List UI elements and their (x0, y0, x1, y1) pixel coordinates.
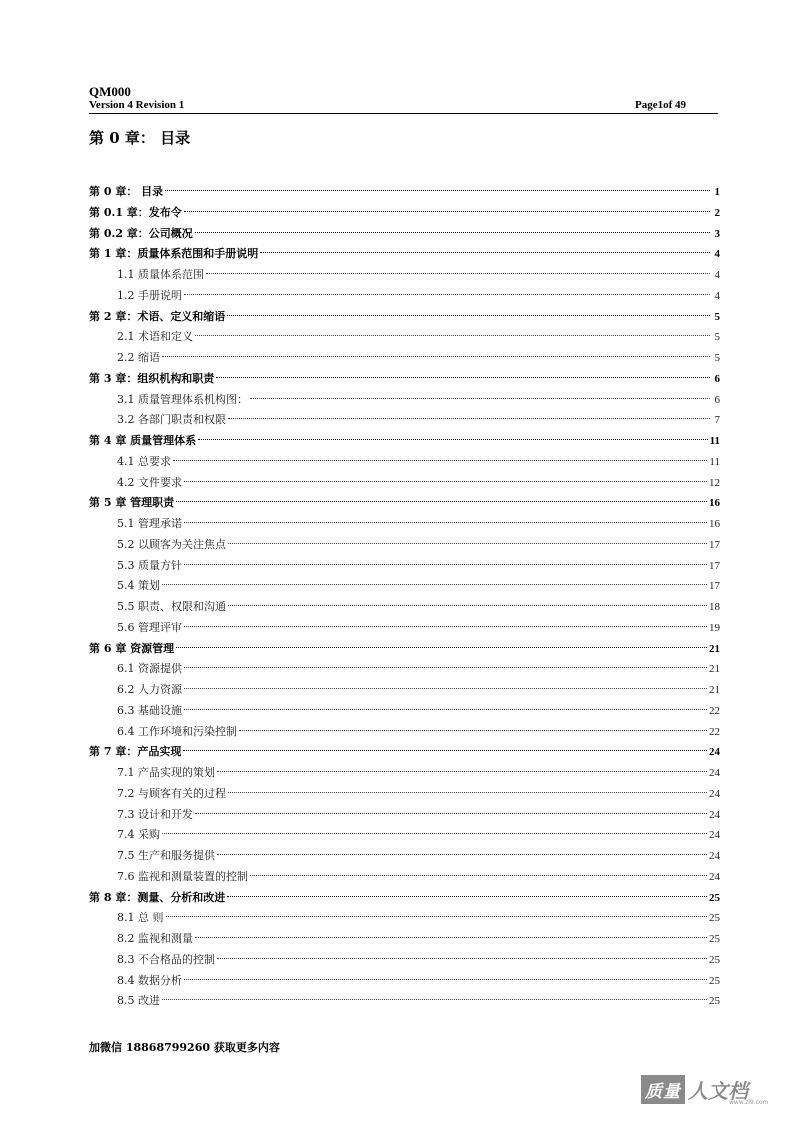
toc-dot-leader (184, 481, 707, 482)
toc-dot-leader (216, 377, 710, 378)
version-label: Version 4 Revision 1 (89, 99, 185, 111)
toc-dot-leader (239, 730, 707, 731)
toc-dot-leader (217, 958, 707, 959)
toc-chapter-entry[interactable] (89, 369, 720, 390)
toc-dot-leader (162, 999, 707, 1000)
toc-entry-page: 21 (709, 684, 720, 696)
toc-dot-leader (195, 813, 707, 814)
toc-dot-leader (195, 937, 707, 938)
toc-entry-page: 4 (714, 289, 720, 302)
toc-entry-page: 24 (709, 829, 720, 842)
toc-entry-page: 25 (709, 953, 720, 966)
toc-entry-label: 2.1 术语和定义 (117, 330, 193, 344)
toc-section-entry[interactable] (89, 867, 720, 888)
toc-entry-page: 17 (709, 580, 720, 593)
toc-dot-leader (227, 896, 707, 897)
toc-section-entry[interactable] (89, 846, 720, 867)
toc-entry-label: 5.3 质量方针 (117, 558, 182, 572)
toc-dot-leader (250, 398, 710, 399)
toc-entry-page: 2 (714, 206, 720, 219)
toc-dot-leader (162, 584, 707, 585)
toc-entry-page: 18 (709, 601, 720, 613)
toc-entry-label: 8.4 数据分析 (117, 973, 182, 987)
toc-entry-label: 5.6 管理评审 (117, 620, 182, 634)
toc-entry-page: 6 (714, 372, 720, 385)
toc-section-entry[interactable] (89, 950, 720, 971)
toc-section-entry[interactable] (89, 597, 720, 618)
toc-entry-page: 24 (709, 870, 720, 883)
toc-dot-leader (228, 418, 710, 419)
toc-entry-page: 25 (709, 933, 720, 945)
toc-dot-leader (183, 750, 707, 751)
toc-entry-label: 4.2 文件要求 (117, 475, 182, 489)
toc-entry-label: 3.2 各部门职责和权限 (117, 413, 226, 427)
toc-entry-page: 16 (709, 518, 720, 530)
table-of-contents (89, 182, 720, 1012)
toc-section-entry[interactable] (89, 452, 720, 473)
toc-chapter-entry[interactable] (89, 307, 720, 328)
footer-note: 加微信 18868799260 获取更多内容 (89, 1041, 280, 1054)
toc-entry-label: 2.2 缩语 (117, 351, 160, 364)
toc-section-entry[interactable] (89, 784, 720, 805)
toc-entry-label: 7.6 监视和测量装置的控制 (117, 869, 248, 883)
toc-entry-label: 7.1 产品实现的策划 (117, 766, 215, 779)
toc-dot-leader (206, 273, 710, 274)
toc-dot-leader (250, 875, 707, 876)
toc-entry-label: 第 7 章：产品实现 (89, 745, 182, 759)
toc-entry-page: 21 (709, 642, 720, 655)
toc-dot-leader (184, 979, 707, 980)
toc-section-entry[interactable] (89, 908, 720, 929)
toc-section-entry[interactable] (89, 991, 720, 1012)
toc-dot-leader (228, 792, 707, 793)
header-row (89, 99, 718, 112)
watermark-brand-box: 质量 (641, 1075, 685, 1104)
toc-dot-leader (184, 211, 710, 212)
toc-chapter-entry[interactable] (89, 639, 720, 660)
toc-entry-page: 24 (709, 808, 720, 821)
header-divider (89, 113, 718, 114)
toc-entry-label: 5.1 管理承诺 (117, 517, 182, 530)
toc-section-entry[interactable] (89, 618, 720, 639)
page-number: Page1of 49 (634, 99, 686, 111)
toc-entry-page: 5 (714, 352, 720, 364)
toc-chapter-entry[interactable] (89, 493, 720, 514)
toc-dot-leader (176, 501, 707, 502)
toc-entry-page: 3 (714, 227, 720, 240)
toc-entry-page: 19 (709, 621, 720, 634)
toc-entry-label: 8.2 监视和测量 (117, 932, 193, 945)
toc-chapter-entry[interactable] (89, 742, 720, 763)
toc-chapter-entry[interactable] (89, 203, 720, 224)
toc-chapter-entry[interactable] (89, 182, 720, 203)
toc-entry-label: 第 5 章 管理职责 (89, 496, 175, 510)
toc-dot-leader (184, 564, 707, 565)
toc-entry-label: 4.1 总要求 (117, 454, 171, 468)
toc-section-entry[interactable] (89, 825, 720, 846)
toc-entry-page: 1 (714, 186, 720, 198)
toc-dot-leader (162, 833, 707, 834)
toc-section-entry[interactable] (89, 348, 720, 369)
toc-entry-page: 22 (709, 704, 720, 717)
toc-entry-label: 3.1 质量管理体系机构图： (117, 392, 248, 406)
toc-entry-page: 11 (709, 435, 720, 447)
toc-section-entry[interactable] (89, 286, 720, 307)
toc-entry-label: 6.2 人力资源 (117, 683, 182, 696)
toc-section-entry[interactable] (89, 265, 720, 286)
watermark-brand-text: 人文档 (688, 1078, 748, 1103)
toc-entry-label: 1.2 手册说明 (117, 288, 182, 302)
toc-chapter-entry[interactable] (89, 224, 720, 245)
toc-dot-leader (184, 688, 707, 689)
toc-dot-leader (184, 709, 707, 710)
toc-entry-page: 16 (709, 497, 720, 510)
toc-dot-leader (195, 232, 710, 233)
toc-entry-page: 25 (709, 995, 720, 1008)
toc-chapter-entry[interactable] (89, 431, 720, 452)
toc-section-entry[interactable] (89, 556, 720, 577)
toc-entry-label: 第 0.2 章：公司概况 (89, 226, 193, 240)
toc-dot-leader (217, 771, 707, 772)
toc-section-entry[interactable] (89, 473, 720, 494)
toc-entry-label: 第 0.1 章：发布令 (89, 205, 182, 219)
toc-entry-page: 4 (714, 248, 720, 261)
toc-entry-page: 5 (714, 310, 720, 323)
watermark-logo (641, 1069, 783, 1109)
toc-entry-label: 1.1 质量体系范围 (117, 268, 204, 281)
toc-entry-label: 第 3 章：组织机构和职责 (89, 371, 215, 385)
watermark-url: www.zl9.com (729, 1099, 769, 1106)
toc-section-entry[interactable] (89, 576, 720, 597)
toc-chapter-entry[interactable] (89, 244, 720, 265)
toc-dot-leader (228, 605, 707, 606)
toc-entry-label: 6.1 资源提供 (117, 662, 182, 676)
toc-entry-label: 6.3 基础设施 (117, 703, 182, 717)
toc-section-entry[interactable] (89, 929, 720, 950)
toc-entry-page: 24 (709, 767, 720, 779)
toc-entry-label: 5.4 策划 (117, 579, 160, 593)
toc-entry-label: 7.3 设计和开发 (117, 807, 193, 821)
toc-entry-page: 22 (709, 725, 720, 738)
toc-entry-label: 5.2 以顾客为关注焦点 (117, 537, 226, 551)
toc-dot-leader (173, 460, 707, 461)
toc-entry-page: 21 (709, 663, 720, 676)
toc-entry-label: 7.2 与顾客有关的过程 (117, 786, 226, 800)
toc-entry-page: 11 (709, 455, 720, 468)
toc-dot-leader (184, 522, 707, 523)
toc-entry-page: 24 (709, 787, 720, 800)
toc-entry-label: 第 2 章：术语、定义和缩语 (89, 309, 226, 323)
toc-entry-label: 6.4 工作环境和污染控制 (117, 724, 237, 738)
toc-section-entry[interactable] (89, 390, 720, 411)
toc-entry-page: 4 (714, 269, 720, 281)
toc-dot-leader (176, 647, 707, 648)
toc-section-entry[interactable] (89, 410, 720, 431)
toc-section-entry[interactable] (89, 659, 720, 680)
toc-entry-page: 6 (714, 393, 720, 406)
toc-section-entry[interactable] (89, 722, 720, 743)
toc-entry-page: 5 (714, 331, 720, 344)
toc-entry-label: 8.1 总 则 (117, 911, 164, 925)
toc-section-entry[interactable] (89, 327, 720, 348)
toc-entry-page: 25 (709, 912, 720, 925)
toc-section-entry[interactable] (89, 971, 720, 992)
toc-dot-leader (162, 356, 710, 357)
toc-chapter-entry[interactable] (89, 888, 720, 909)
toc-entry-label: 8.3 不合格品的控制 (117, 952, 215, 966)
toc-entry-label: 第 8 章：测量、分析和改进 (89, 890, 226, 904)
toc-section-entry[interactable] (89, 763, 720, 784)
toc-entry-label: 第 6 章 资源管理 (89, 641, 175, 655)
toc-section-entry[interactable] (89, 535, 720, 556)
toc-entry-label: 5.5 职责、权限和沟通 (117, 600, 226, 613)
toc-entry-page: 25 (709, 974, 720, 987)
toc-dot-leader (228, 543, 707, 544)
toc-entry-page: 24 (709, 850, 720, 862)
toc-entry-page: 25 (709, 891, 720, 904)
toc-dot-leader (184, 294, 710, 295)
toc-section-entry[interactable] (89, 805, 720, 826)
toc-entry-label: 第 4 章 质量管理体系 (89, 434, 197, 447)
toc-entry-page: 7 (714, 414, 720, 427)
toc-section-entry[interactable] (89, 514, 720, 535)
toc-dot-leader (227, 315, 710, 316)
toc-entry-label: 第 1 章：质量体系范围和手册说明 (89, 247, 259, 261)
document-id: QM000 (89, 84, 131, 99)
toc-dot-leader (184, 626, 707, 627)
toc-dot-leader (217, 854, 707, 855)
toc-dot-leader (166, 916, 708, 917)
toc-dot-leader (260, 252, 710, 253)
toc-entry-page: 12 (709, 476, 720, 489)
toc-entry-label: 7.4 采购 (117, 828, 160, 842)
toc-section-entry[interactable] (89, 701, 720, 722)
toc-entry-label: 7.5 生产和服务提供 (117, 849, 215, 862)
toc-dot-leader (184, 667, 707, 668)
toc-dot-leader (195, 335, 710, 336)
toc-section-entry[interactable] (89, 680, 720, 701)
toc-entry-page: 17 (709, 559, 720, 572)
toc-dot-leader (198, 439, 707, 440)
toc-dot-leader (165, 190, 710, 191)
toc-entry-label: 第 0 章： 目录 (89, 185, 164, 198)
page-title: 第 0 章： 目录 (89, 129, 191, 147)
toc-entry-page: 17 (709, 538, 720, 551)
toc-entry-label: 8.5 改进 (117, 994, 160, 1008)
page-header (89, 84, 718, 112)
toc-entry-page: 24 (709, 746, 720, 759)
